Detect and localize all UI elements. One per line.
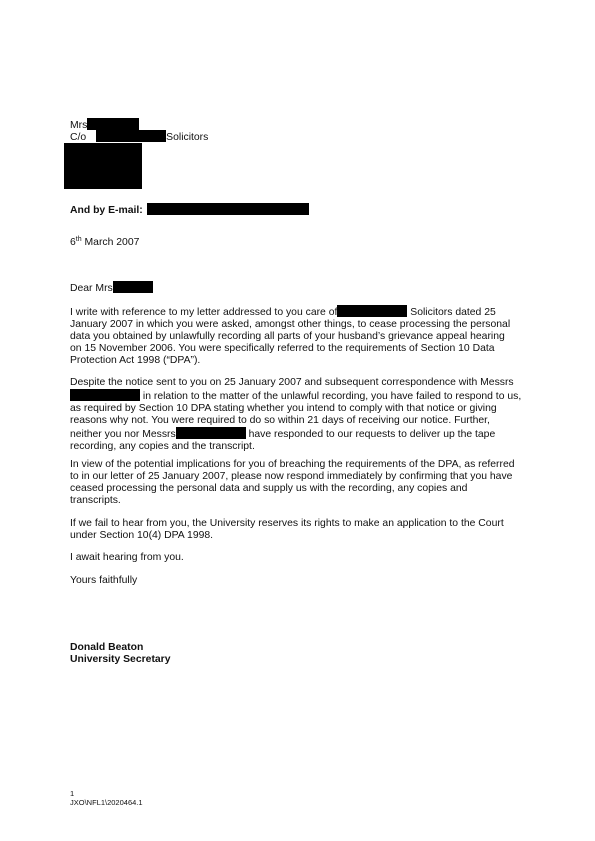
date-month-year: March 2007 [84,237,140,248]
text-line: January 2007 in which you were asked, amongst other things, to cease processing the personal [70,319,511,330]
text-line: to in our letter of 25 January 2007, please now respond immediately by confirming that you have [70,471,513,482]
text-line: If we fail to hear from you, the University reserves its rights to make an application to the Court [70,518,504,529]
text-line: under Section 10(4) DPA 1998. [70,530,214,541]
letter-date [70,237,139,249]
redaction-box [176,427,246,439]
paragraph-4 [70,518,530,542]
email-line [70,203,309,217]
salutation-text: Dear Mrs [70,283,113,294]
redaction-box [147,203,309,215]
recipient-title: Mrs [70,120,88,131]
text-run: Solicitors dated 25 [407,307,496,318]
salutation [70,281,153,295]
text-run: have responded to our requests to deliver up the tape [245,429,496,440]
text-run: neither you nor Messrs [70,429,176,440]
page-number: 1 [70,789,75,798]
text-line: Despite the notice sent to you on 25 January 2007 and subsequent correspondence with Messrs [70,377,514,388]
signatory-name: Donald Beaton [70,642,144,653]
signatory-title: University Secretary [70,654,171,665]
date-suffix: th [75,236,82,243]
closing-sign-off: Yours faithfully [70,575,138,586]
text-line: recording, any copies and the transcript. [70,441,255,452]
paragraph-2 [70,377,530,453]
email-label: And by E-mail: [70,205,143,216]
text-line: on 15 November 2006. You were specifically referred to the requirements of Section 10 Data [70,343,495,354]
text-run: I write with reference to my letter addressed to you care of [70,307,338,318]
paragraph-1 [70,305,530,367]
document-reference: JXO\NFL1\2020464.1 [70,798,143,807]
redaction-box [70,389,140,401]
redacted-address-block [64,143,142,189]
care-of-line [70,130,208,144]
text-line: ceased processing the personal data and supply us with the recording, any copies and [70,483,468,494]
text-run: in relation to the matter of the unlawful recording, you have failed to respond to us, [140,391,522,402]
solicitors-label: Solicitors [166,132,209,143]
redaction-box [113,281,153,293]
redaction-box [96,130,166,142]
care-of-label: C/o [70,132,87,143]
text-line: reasons why not. You were required to do so within 21 days of receiving our notice. Further, [70,415,490,426]
paragraph-3 [70,459,530,507]
text-line: Protection Act 1998 (“DPA”). [70,355,201,366]
text-line: transcripts. [70,495,121,506]
closing-await: I await hearing from you. [70,552,184,563]
text-line: data you obtained by unlawfully recording all parts of your husband’s grievance appeal hearing [70,331,505,342]
text-line: In view of the potential implications for you of breaching the requirements of the DPA, as referred [70,459,515,470]
redaction-box [87,118,139,130]
redaction-box [337,305,407,317]
date-day: 6 [70,237,76,248]
text-line: as required by Section 10 DPA stating whether you intend to comply with that notice or giving [70,403,497,414]
